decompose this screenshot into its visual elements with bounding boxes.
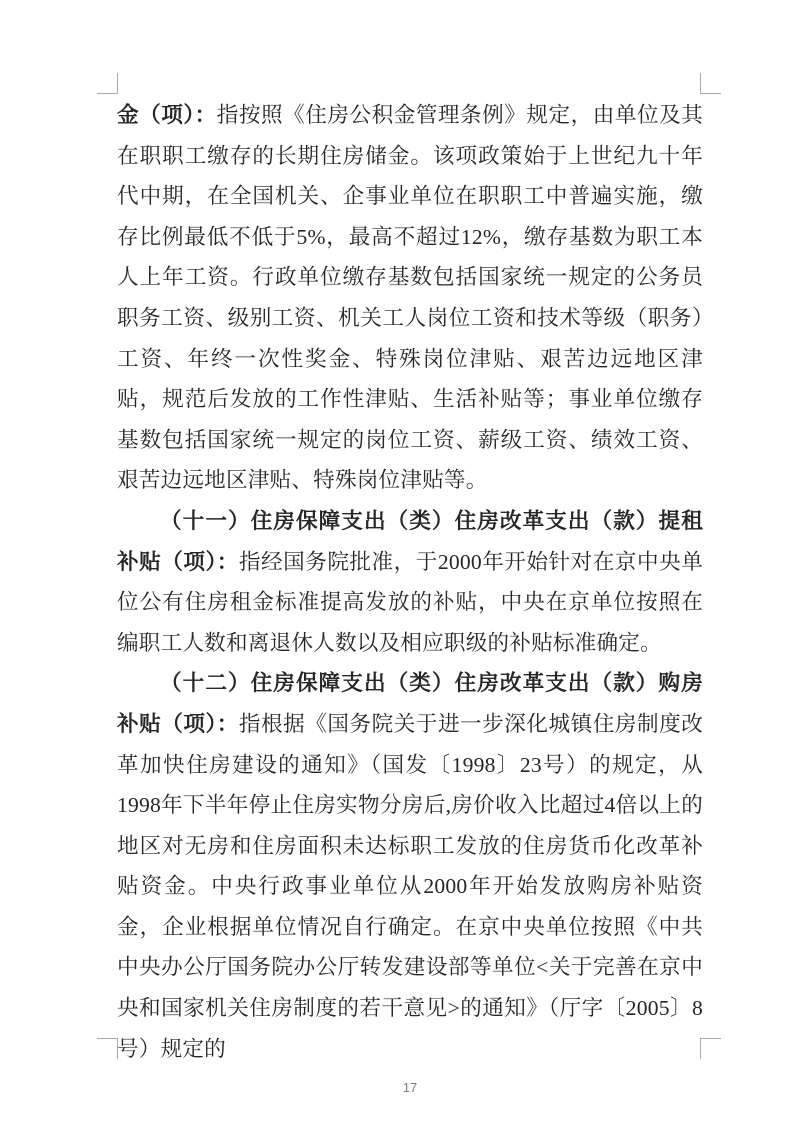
crop-mark-bottom-right [700, 1038, 721, 1059]
paragraph-text: 指根据《国务院关于进一步深化城镇住房制度改革加快住房建设的通知》（国发〔1998〕23号）的规定，从1998年下半年停止住房实物分房后,房价收入比超过4倍以上的地区对无房和住房面积未达标职工发放的住房货币化改革补贴资金。中央行政事业单位从2000年开始发放购房补贴资金，企业根据单位情况自行确定。在京中央单位按照《中共中央办公厅国务院办公厅转发建设部等单位<关于完善在京中央和国家机关住房制度的若干意见>的通知》（厅字〔2005〕8号）规定的 [117, 711, 704, 1061]
paragraph-text: 指按照《住房公积金管理条例》规定，由单位及其在职职工缴存的长期住房储金。该项政策始于上世纪九十年代中期，在全国机关、企事业单位在职职工中普遍实施，缴存比例最低不低于5%，最高不超过12%，缴存基数为职工本人上年工资。行政单位缴存基数包括国家统一规定的公务员职务工资、级别工资、机关工人岗位工资和技术等级（职务）工资、年终一次性奖金、特殊岗位津贴、艰苦边远地区津贴，规范后发放的工作性津贴、生活补贴等；事业单位缴存基数包括国家统一规定的岗位工资、薪级工资、绩效工资、艰苦边远地区津贴、特殊岗位津贴等。 [117, 103, 703, 493]
crop-mark-top-right [700, 73, 721, 94]
paragraph-text: 指经国务院批准，于2000年开始针对在京中央单位公有住房租金标准提高发放的补贴，中央在京单位按照在编职工人数和离退休人数以及相应职级的补贴标准确定。 [117, 549, 703, 655]
crop-mark-bottom-left [97, 1038, 118, 1059]
paragraph-lead: （十一）住房保障支出（类）住房改革支出（款）提租补贴（项）： [117, 508, 703, 574]
paragraph-item-12 [117, 663, 703, 1069]
paragraph-lead: （十二）住房保障支出（类）住房改革支出（款）购房补贴（项）： [117, 671, 703, 736]
paragraph-item-11 [117, 501, 703, 663]
paragraph-lead: 金（项）： [117, 103, 217, 127]
page-number: 17 [402, 1080, 418, 1095]
document-body [117, 95, 703, 1069]
crop-mark-top-left [97, 73, 118, 94]
paragraph-housing-fund [117, 95, 703, 501]
